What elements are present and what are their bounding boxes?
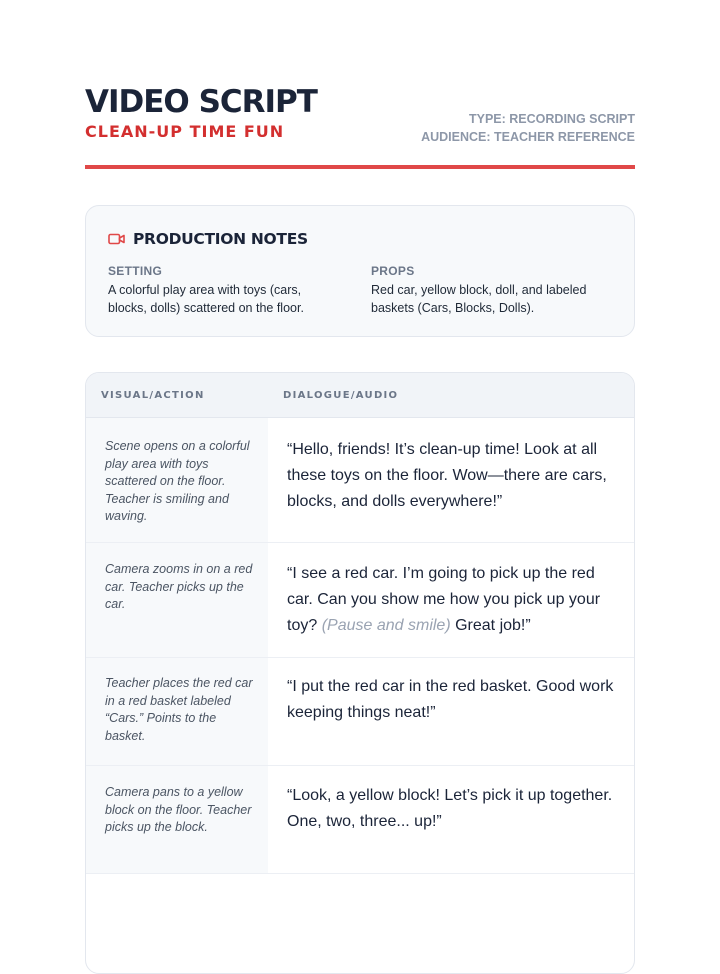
visual-cell (86, 658, 268, 765)
video-camera-icon (108, 232, 125, 246)
visual-text: Teacher places the red car in a red basket labeled “Cars.” Points to the basket. (105, 676, 253, 743)
script-audience: AUDIENCE: TEACHER REFERENCE (421, 130, 635, 144)
visual-cell (86, 418, 268, 542)
dialogue-part: “I see a red car. I’m going to pick up the red car. Can you show me how you pick up your toy? (287, 565, 601, 634)
setting-text: A colorful play area with toys (cars, blocks, dolls) scattered on the floor. (108, 283, 304, 315)
visual-text: Camera zooms in on a red car. Teacher picks up the car. (105, 562, 253, 612)
table-header (86, 373, 634, 418)
setting-section (108, 264, 338, 317)
page (85, 0, 635, 835)
table-row (86, 418, 634, 543)
production-notes-header (108, 230, 308, 248)
visual-text: Scene opens on a colorful play area with toys scattered on the floor. Teacher is smiling and waving. (105, 439, 250, 524)
script-table (85, 372, 635, 974)
dialogue-part: Great job!” (455, 617, 531, 634)
column-header-dialogue: DIALOGUE/AUDIO (283, 390, 399, 401)
table-row (86, 543, 634, 658)
visual-text: Camera pans to a yellow block on the floor. Teacher picks up the block. (105, 785, 252, 835)
production-notes-title: PRODUCTION NOTES (133, 230, 308, 248)
table-row (86, 658, 634, 766)
dialogue-text: “Look, a yellow block! Let’s pick it up together. One, two, three... up!” (287, 787, 613, 830)
props-text: Red car, yellow block, doll, and labeled baskets (Cars, Blocks, Dolls). (371, 283, 587, 315)
props-label: PROPS (371, 264, 415, 278)
setting-label: SETTING (108, 264, 163, 278)
stage-direction: (Pause and smile) (321, 617, 451, 634)
column-header-visual: VISUAL/ACTION (101, 390, 205, 401)
visual-cell (86, 543, 268, 657)
header (85, 0, 635, 170)
dialogue-text (287, 561, 622, 639)
dialogue-text: “I put the red car in the red basket. Good work keeping things neat!” (287, 678, 614, 721)
document-title: VIDEO SCRIPT (85, 84, 317, 120)
table-row (86, 766, 634, 874)
dialogue-text: “Hello, friends! It’s clean-up time! Look at all these toys on the floor. Wow—there are cars, blocks, and dolls everywhere!” (287, 441, 607, 510)
header-divider (85, 165, 635, 169)
props-section (371, 264, 616, 317)
visual-cell (86, 766, 268, 873)
document-subtitle: CLEAN-UP TIME FUN (85, 122, 285, 141)
script-type: TYPE: RECORDING SCRIPT (469, 112, 635, 126)
document-meta (421, 110, 635, 146)
production-notes-card (85, 205, 635, 337)
